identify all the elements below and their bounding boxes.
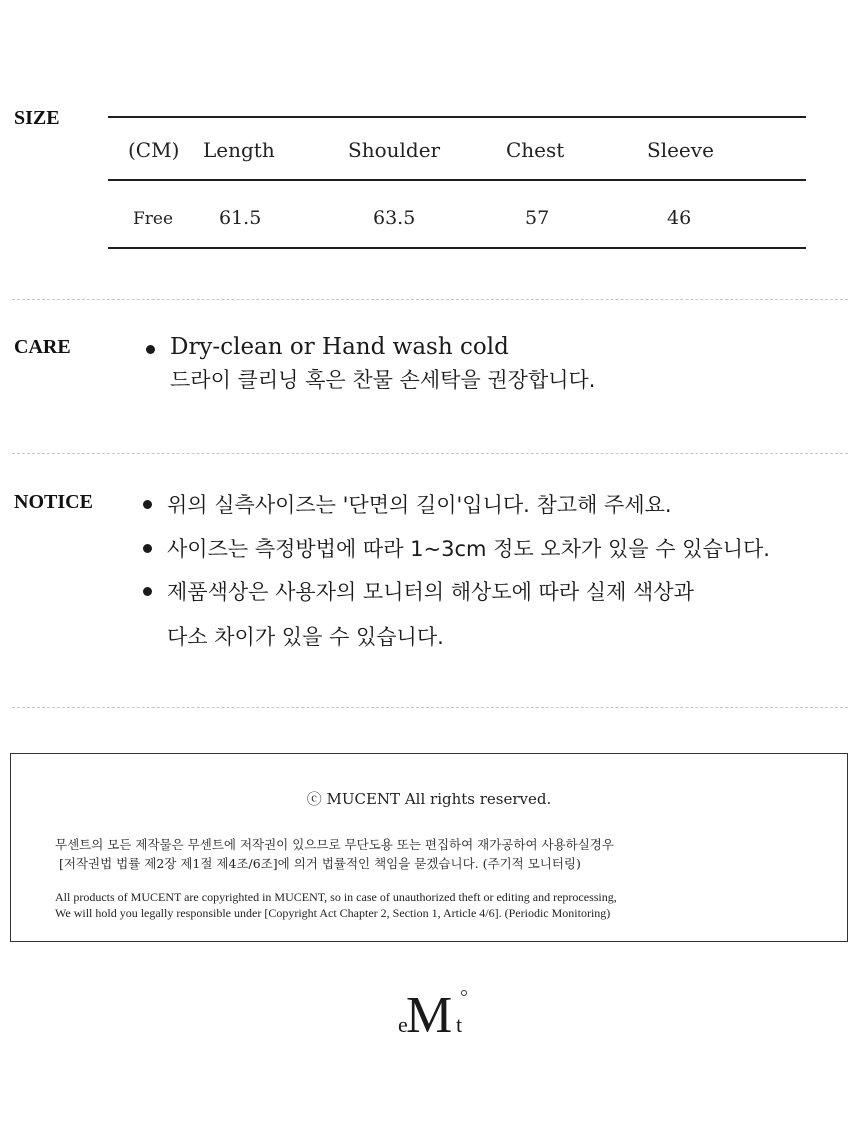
care-section-label: CARE xyxy=(14,336,71,358)
logo-letter: e xyxy=(398,1012,408,1037)
logo-letter: M xyxy=(406,987,451,1044)
section-divider xyxy=(12,707,848,708)
section-divider xyxy=(12,299,848,300)
notice-item: 사이즈는 측정방법에 따라 1~3cm 정도 오차가 있을 수 있습니다. xyxy=(167,537,770,561)
mucent-logo-icon xyxy=(398,987,478,1050)
copyright-english-line-2: We will hold you legally responsible under [Copyright Act Chapter 2, Section 1, Article 4/6]. (Periodic Monitoring) xyxy=(55,906,611,920)
notice-item: 위의 실측사이즈는 '단면의 길이'입니다. 참고해 주세요. xyxy=(167,493,672,517)
table-top-rule xyxy=(108,116,806,118)
size-free: Free xyxy=(133,209,174,229)
notice-section-label: NOTICE xyxy=(14,491,93,513)
header-chest: Chest xyxy=(506,138,565,162)
bullet-icon xyxy=(143,587,152,596)
header-sleeve: Sleeve xyxy=(647,138,714,162)
section-divider xyxy=(12,453,848,454)
notice-item: 제품색상은 사용자의 모니터의 해상도에 따라 실제 색상과 xyxy=(167,580,694,604)
logo-letter: t xyxy=(456,1012,463,1037)
notice-continuation: 다소 차이가 있을 수 있습니다. xyxy=(167,625,444,649)
care-korean: 드라이 클리닝 혹은 찬물 손세탁을 권장합니다. xyxy=(170,368,596,392)
logo-dot-icon xyxy=(461,990,467,996)
header-unit: (CM) xyxy=(128,138,180,162)
header-shoulder: Shoulder xyxy=(348,138,441,162)
table-header-rule xyxy=(108,179,806,181)
bullet-icon xyxy=(143,500,152,509)
size-section-label: SIZE xyxy=(14,107,60,129)
value-length: 61.5 xyxy=(219,207,262,229)
copyright-title: ⓒ MUCENT All rights reserved. xyxy=(306,790,552,808)
copyright-box xyxy=(10,753,848,942)
copyright-english-line-1: All products of MUCENT are copyrighted in MUCENT, so in case of unauthorized theft or editing and reprocessing, xyxy=(55,890,617,904)
value-shoulder: 63.5 xyxy=(373,207,416,229)
copyright-korean-line-2: [저작권법 법률 제2장 제1절 제4조/6조]에 의거 법률적인 책임을 묻겠습니다. (주기적 모니터링) xyxy=(59,856,581,871)
care-english: Dry-clean or Hand wash cold xyxy=(170,334,509,360)
bullet-icon xyxy=(146,345,155,354)
value-sleeve: 46 xyxy=(667,207,692,229)
copyright-korean-line-1: 무센트의 모든 제작물은 무센트에 저작권이 있으므로 무단도용 또는 편집하여 재가공하여 사용하실경우 xyxy=(55,837,614,852)
value-chest: 57 xyxy=(525,207,550,229)
bullet-icon xyxy=(143,544,152,553)
header-length: Length xyxy=(203,138,275,162)
table-bottom-rule xyxy=(108,247,806,249)
